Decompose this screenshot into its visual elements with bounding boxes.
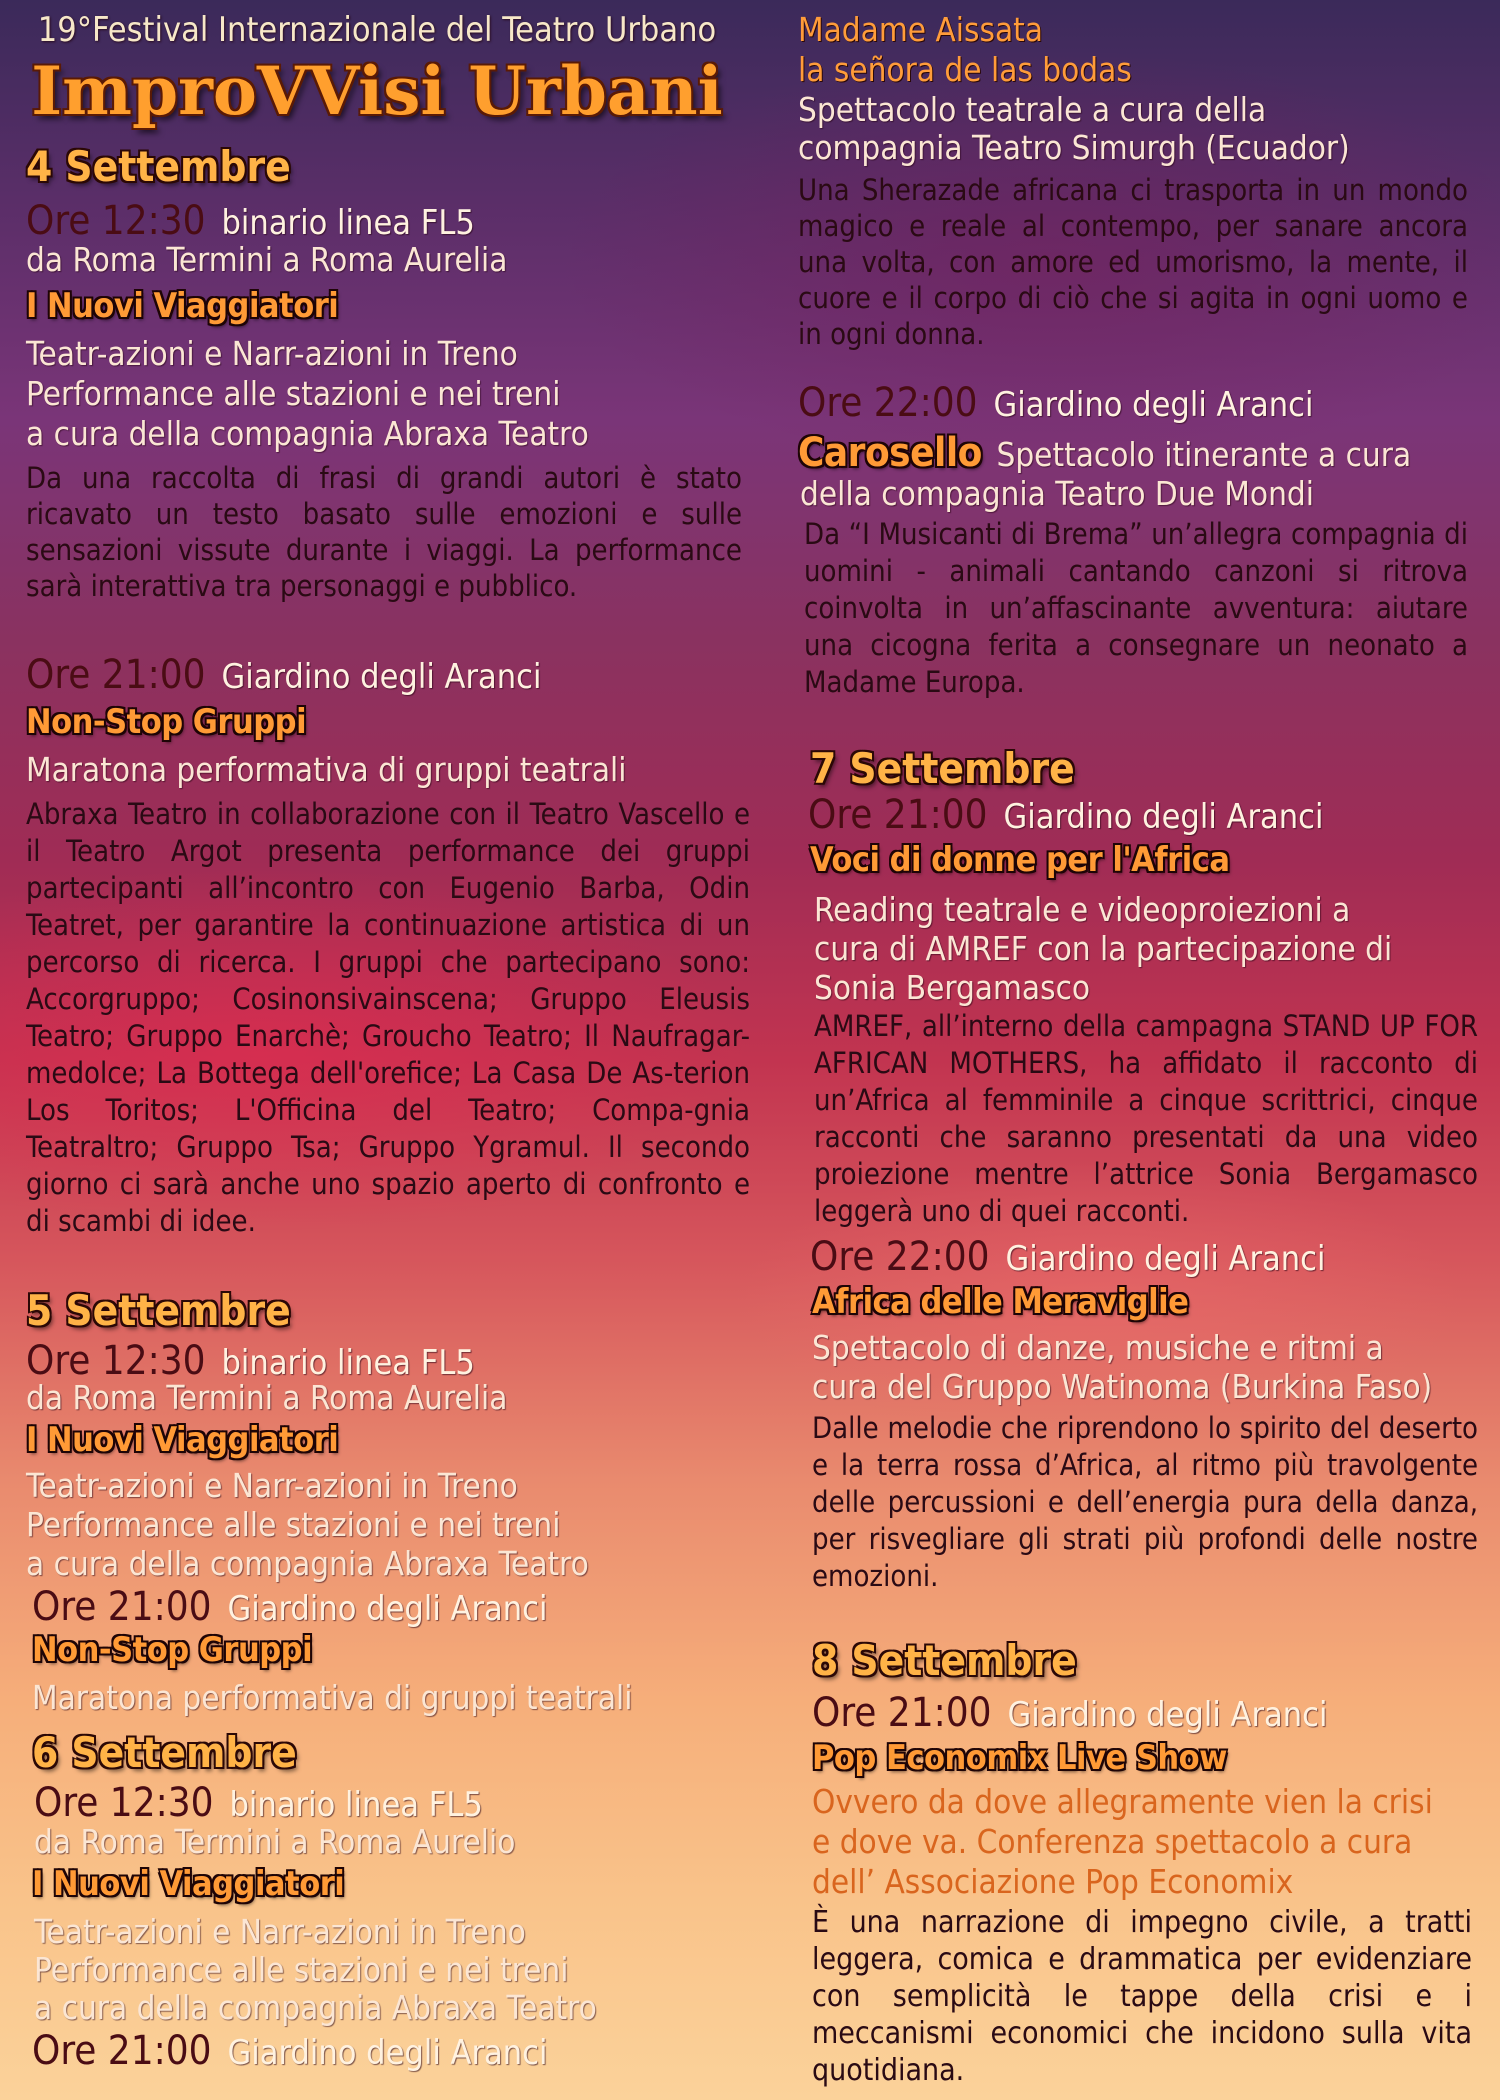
place-label: binario linea FL5 (229, 1785, 483, 1825)
place-label: Giardino degli Aranci (1003, 797, 1324, 837)
event-voci-di-donne: Voci di donne per l'Africa (810, 840, 1230, 880)
time-label: Ore 22:00 (798, 380, 978, 426)
time-label: Ore 12:30 (34, 1780, 214, 1826)
time-7-2200 (810, 1234, 1478, 1280)
event-sub-line: la señora de las bodas (798, 50, 1132, 89)
place-label: binario linea FL5 (221, 203, 475, 243)
event-description: AMREF, all’interno della campagna STAND UP FOR AFRICAN MOTHERS, ha affidato il racconto di un’Africa al femminile a cinque scrittrici, cinque racconti che saranno presentati da una video proiezione mentre l’attrice Sonia Bergamasco leggerà uno di quei racconti. (814, 1009, 1478, 1228)
festival-brand: ImproVVisi Urbani (31, 52, 723, 130)
place-label: Giardino degli Aranci (221, 657, 542, 697)
event-sub-line: Maratona performativa di gruppi teatrali (32, 1678, 633, 1717)
time-4-1230 (26, 198, 754, 244)
event-sub-line: Spettacolo di danze, musiche e ritmi a (812, 1328, 1384, 1367)
event-description: Una Sherazade africana ci trasporta in un mondo magico e reale al contempo, per sanare ancora una volta, con amore ed umorismo, la mente, il cuore e il corpo di ciò che si agita in ogni uomo e in ogni donna. (798, 173, 1468, 351)
event-sub-line: Spettacolo itinerante a cura (996, 435, 1412, 474)
event-sub-line: Teatr-azioni e Narr-azioni in Treno (26, 334, 518, 373)
event-pop-economix: Pop Economix Live Show (812, 1738, 1227, 1778)
event-non-stop-gruppi-5: Non-Stop Gruppi (32, 1630, 313, 1670)
event-sub-line: Teatr-azioni e Narr-azioni in Treno (26, 1466, 518, 1505)
event-sub-line: cura del Gruppo Watinoma (Burkina Faso) (812, 1367, 1433, 1406)
time-7-2100 (808, 792, 1478, 838)
event-description: È una narrazione di impegno civile, a tratti leggera, comica e drammatica per evidenziare con semplicità le tappe della crisi e i meccanismi economici che incidono sulla vita quotidiana. (812, 1905, 1472, 2088)
event-description: Da una raccolta di frasi di grandi autori è stato ricavato un testo basato sulle emozioni e sulle sensazioni vissute durante i viaggi. La performance sarà interattiva tra personaggi e pubblico. (26, 461, 742, 603)
time-label: Ore 21:00 (812, 1690, 992, 1736)
event-sub-line: dell’ Associazione Pop Economix (812, 1862, 1294, 1901)
time-label: Ore 21:00 (32, 1584, 212, 1630)
route-6: da Roma Termini a Roma Aurelio (34, 1822, 516, 1861)
place-label: Giardino degli Aranci (993, 385, 1314, 425)
time-label: Ore 12:30 (26, 198, 206, 244)
event-sub-line: a cura della compagnia Abraxa Teatro (34, 1988, 597, 2027)
event-nuovi-viaggiatori-4: I Nuovi Viaggiatori (26, 286, 339, 326)
event-sub-line: della compagnia Teatro Due Mondi (800, 474, 1314, 513)
time-label: Ore 21:00 (26, 652, 206, 698)
event-non-stop-gruppi-4: Non-Stop Gruppi (26, 702, 307, 742)
date-8-settembre: 8 Settembre (812, 1636, 1077, 1685)
time-label: Ore 21:00 (808, 792, 988, 838)
event-sub-line: Performance alle stazioni e nei treni (26, 374, 561, 413)
date-5-settembre: 5 Settembre (26, 1286, 291, 1335)
event-nuovi-viaggiatori-6: I Nuovi Viaggiatori (32, 1864, 345, 1904)
time-label: Ore 21:00 (32, 2028, 212, 2074)
place-label: Giardino degli Aranci (227, 1589, 548, 1629)
date-6-settembre: 6 Settembre (32, 1728, 297, 1777)
time-5-2100 (32, 1584, 754, 1630)
event-carosello-line (798, 430, 1478, 476)
date-7-settembre: 7 Settembre (810, 744, 1075, 793)
event-sub-line: Spettacolo teatrale a cura della (798, 90, 1267, 129)
event-description: Dalle melodie che riprendono lo spirito del deserto e la terra rossa d’Africa, al ritmo più travolgente delle percussioni e dell’energia pura della danza, per risvegliare gli strati più profondi delle nostre emozioni. (812, 1411, 1478, 1593)
place-label: binario linea FL5 (221, 1343, 475, 1383)
event-sub-line: a cura della compagnia Abraxa Teatro (26, 414, 589, 453)
place-label: Giardino degli Aranci (1005, 1239, 1326, 1279)
date-4-settembre: 4 Settembre (26, 142, 291, 191)
event-sub-line: a cura della compagnia Abraxa Teatro (26, 1544, 589, 1583)
time-label: Ore 22:00 (810, 1234, 990, 1280)
event-sub-line: Performance alle stazioni e nei treni (26, 1505, 561, 1544)
event-sub-line: compagnia Teatro Simurgh (Ecuador) (798, 128, 1350, 167)
event-description: Abraxa Teatro in collaborazione con il Teatro Vascello e il Teatro Argot presenta performance dei gruppi partecipanti all’incontro con Eugenio Barba, Odin Teatret, per garantire la continuazione artistica di un percorso di ricerca. I gruppi che partecipano sono: Accorgruppo; Cosinonsivainscena; Gruppo Eleusis Teatro; Gruppo Enarchè; Groucho Teatro; Il Naufragar-medolce; La Bottega dell'orefice; La Casa De As-terion Los Toritos; L'Officina del Teatro; Compa-gnia Teatraltro; Gruppo Tsa; Gruppo Ygramul. Il secondo giorno ci sarà anche uno spazio aperto di confronto e di scambi di idee. (26, 797, 750, 1238)
time-6-2200 (798, 380, 1478, 426)
event-sub-line: Maratona performativa di gruppi teatrali (26, 750, 627, 789)
route-5: da Roma Termini a Roma Aurelia (26, 1378, 508, 1417)
time-label: Ore 12:30 (26, 1338, 206, 1384)
event-description: Da “I Musicanti di Brema” un’allegra compagnia di uomini - animali cantando canzoni si ritrova coinvolta in un’affascinante avventura: aiutare una cicogna ferita a consegnare un neonato a Madame Europa. (804, 517, 1468, 699)
event-madame-aissata: Madame Aissata (798, 10, 1043, 49)
event-sub-line: Ovvero da dove allegramente vien la crisi (812, 1782, 1433, 1821)
event-africa-meraviglie: Africa delle Meraviglie (812, 1282, 1189, 1322)
event-sub-line: cura di AMREF con la partecipazione di (814, 929, 1393, 968)
place-label: Giardino degli Aranci (227, 2033, 548, 2073)
time-6-1230 (34, 1780, 754, 1826)
time-4-2100 (26, 652, 754, 698)
event-sub-line: e dove va. Conferenza spettacolo a cura (812, 1822, 1413, 1861)
event-sub-line: Performance alle stazioni e nei treni (34, 1950, 569, 1989)
event-sub-line: Teatr-azioni e Narr-azioni in Treno (34, 1912, 526, 1951)
event-carosello: Carosello (798, 430, 982, 476)
event-sub-line: Reading teatrale e videoproiezioni a (814, 890, 1351, 929)
time-8-2100 (812, 1690, 1478, 1736)
time-6-2100 (32, 2028, 754, 2074)
event-nuovi-viaggiatori-5: I Nuovi Viaggiatori (26, 1420, 339, 1460)
festival-title: 19°Festival Internazionale del Teatro Urbano (37, 10, 717, 50)
place-label: Giardino degli Aranci (1007, 1695, 1328, 1735)
event-sub-line: Sonia Bergamasco (814, 968, 1091, 1007)
route-4: da Roma Termini a Roma Aurelia (26, 240, 508, 279)
